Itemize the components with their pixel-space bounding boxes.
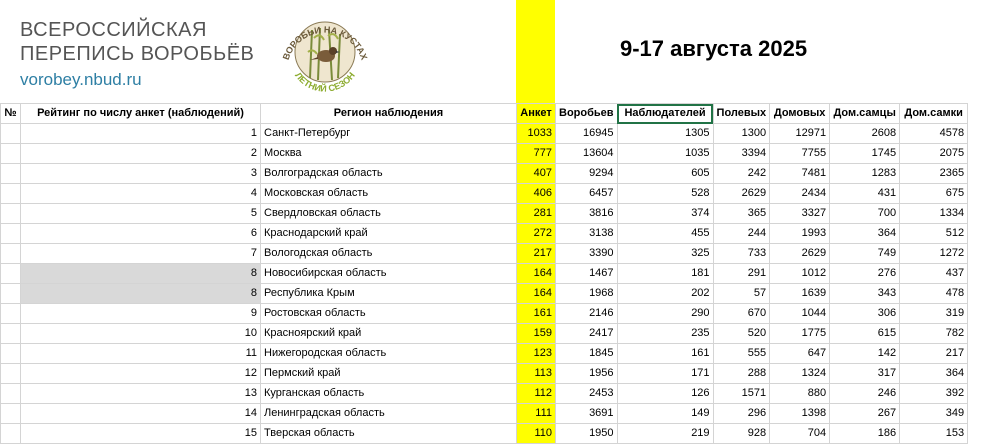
cell-rank[interactable]: 7 xyxy=(21,244,261,264)
cell-rank[interactable]: 8 xyxy=(21,284,261,304)
sheet-header-area xyxy=(0,0,984,103)
cell-house[interactable]: 7755 xyxy=(770,144,830,164)
sparrow-emblem-icon xyxy=(266,0,384,100)
table-row xyxy=(1,384,968,404)
cell-house[interactable]: 1775 xyxy=(770,324,830,344)
cell-region[interactable]: Нижегородская область xyxy=(261,344,517,364)
col-header-males[interactable]: Дом.самцы xyxy=(830,104,900,124)
cell-vorobyev[interactable]: 6457 xyxy=(556,184,618,204)
cell-house[interactable]: 7481 xyxy=(770,164,830,184)
cell-field[interactable]: 3394 xyxy=(713,144,770,164)
col-header-observers[interactable]: Наблюдателей xyxy=(617,104,713,124)
table-row xyxy=(1,164,968,184)
cell-vorobyev[interactable]: 3691 xyxy=(556,404,618,424)
cell-region[interactable]: Волгоградская область xyxy=(261,164,517,184)
cell-number[interactable] xyxy=(1,164,21,184)
cell-vorobyev[interactable]: 3390 xyxy=(556,244,618,264)
cell-anket[interactable]: 159 xyxy=(517,324,556,344)
cell-region[interactable]: Ленинградская область xyxy=(261,404,517,424)
cell-rank[interactable]: 4 xyxy=(21,184,261,204)
cell-vorobyev[interactable]: 2417 xyxy=(556,324,618,344)
cell-females[interactable]: 319 xyxy=(900,304,968,324)
cell-house[interactable]: 1639 xyxy=(770,284,830,304)
cell-observers[interactable]: 528 xyxy=(617,184,713,204)
cell-females[interactable]: 1334 xyxy=(900,204,968,224)
cell-field[interactable]: 365 xyxy=(713,204,770,224)
cell-anket[interactable]: 111 xyxy=(517,404,556,424)
cell-house[interactable]: 1398 xyxy=(770,404,830,424)
cell-region[interactable]: Свердловская область xyxy=(261,204,517,224)
cell-field[interactable]: 520 xyxy=(713,324,770,344)
cell-field[interactable]: 244 xyxy=(713,224,770,244)
cell-males[interactable]: 186 xyxy=(830,424,900,444)
logo-url: vorobey.nbud.ru xyxy=(20,70,142,89)
census-table xyxy=(0,103,968,444)
cell-vorobyev[interactable]: 13604 xyxy=(556,144,618,164)
cell-number[interactable] xyxy=(1,404,21,424)
cell-rank[interactable]: 14 xyxy=(21,404,261,424)
cell-females[interactable]: 349 xyxy=(900,404,968,424)
cell-anket[interactable]: 123 xyxy=(517,344,556,364)
cell-rank[interactable]: 1 xyxy=(21,124,261,144)
cell-males[interactable]: 615 xyxy=(830,324,900,344)
cell-region[interactable]: Курганская область xyxy=(261,384,517,404)
cell-rank[interactable]: 13 xyxy=(21,384,261,404)
cell-observers[interactable]: 149 xyxy=(617,404,713,424)
cell-rank[interactable]: 15 xyxy=(21,424,261,444)
cell-house[interactable]: 880 xyxy=(770,384,830,404)
cell-males[interactable]: 276 xyxy=(830,264,900,284)
cell-females[interactable]: 782 xyxy=(900,324,968,344)
cell-number[interactable] xyxy=(1,344,21,364)
cell-region[interactable]: Пермский край xyxy=(261,364,517,384)
cell-region[interactable]: Новосибирская область xyxy=(261,264,517,284)
cell-field[interactable]: 670 xyxy=(713,304,770,324)
cell-males[interactable]: 700 xyxy=(830,204,900,224)
table-row xyxy=(1,184,968,204)
cell-house[interactable]: 12971 xyxy=(770,124,830,144)
cell-field[interactable]: 57 xyxy=(713,284,770,304)
cell-observers[interactable]: 374 xyxy=(617,204,713,224)
col-header-number[interactable]: № xyxy=(1,104,21,124)
cell-anket[interactable]: 217 xyxy=(517,244,556,264)
col-header-rating[interactable]: Рейтинг по числу анкет (наблюдений) xyxy=(21,104,261,124)
cell-vorobyev[interactable]: 2146 xyxy=(556,304,618,324)
cell-observers[interactable]: 219 xyxy=(617,424,713,444)
cell-anket[interactable]: 272 xyxy=(517,224,556,244)
cell-males[interactable]: 364 xyxy=(830,224,900,244)
cell-number[interactable] xyxy=(1,244,21,264)
cell-males[interactable]: 267 xyxy=(830,404,900,424)
table-row xyxy=(1,364,968,384)
cell-males[interactable]: 317 xyxy=(830,364,900,384)
table-row xyxy=(1,224,968,244)
cell-males[interactable]: 431 xyxy=(830,184,900,204)
cell-field[interactable]: 288 xyxy=(713,364,770,384)
cell-males[interactable]: 142 xyxy=(830,344,900,364)
cell-vorobyev[interactable]: 1467 xyxy=(556,264,618,284)
cell-house[interactable]: 704 xyxy=(770,424,830,444)
cell-females[interactable]: 437 xyxy=(900,264,968,284)
cell-house[interactable]: 3327 xyxy=(770,204,830,224)
cell-males[interactable]: 2608 xyxy=(830,124,900,144)
cell-observers[interactable]: 126 xyxy=(617,384,713,404)
cell-rank[interactable]: 9 xyxy=(21,304,261,324)
cell-females[interactable]: 392 xyxy=(900,384,968,404)
col-header-field[interactable]: Полевых xyxy=(713,104,770,124)
cell-vorobyev[interactable]: 2453 xyxy=(556,384,618,404)
census-logo-text xyxy=(20,18,260,92)
cell-region[interactable]: Ростовская область xyxy=(261,304,517,324)
cell-observers[interactable]: 235 xyxy=(617,324,713,344)
cell-house[interactable]: 2629 xyxy=(770,244,830,264)
cell-field[interactable]: 555 xyxy=(713,344,770,364)
cell-region[interactable]: Санкт-Петербург xyxy=(261,124,517,144)
cell-house[interactable]: 1993 xyxy=(770,224,830,244)
cell-females[interactable]: 364 xyxy=(900,364,968,384)
cell-rank[interactable]: 2 xyxy=(21,144,261,164)
cell-rank[interactable]: 5 xyxy=(21,204,261,224)
cell-house[interactable]: 2434 xyxy=(770,184,830,204)
cell-observers[interactable]: 1035 xyxy=(617,144,713,164)
col-header-anket[interactable]: Анкет xyxy=(517,104,556,124)
cell-region[interactable]: Москва xyxy=(261,144,517,164)
cell-females[interactable]: 512 xyxy=(900,224,968,244)
cell-house[interactable]: 1044 xyxy=(770,304,830,324)
cell-rank[interactable]: 3 xyxy=(21,164,261,184)
emblem-top-text: ВОРОБЬИ НА КУСТАХ xyxy=(280,24,370,62)
cell-anket[interactable]: 112 xyxy=(517,384,556,404)
cell-observers[interactable]: 181 xyxy=(617,264,713,284)
logo-line-2: ПЕРЕПИСЬ ВОРОБЬЁВ xyxy=(20,43,255,65)
cell-vorobyev[interactable]: 3138 xyxy=(556,224,618,244)
cell-anket[interactable]: 113 xyxy=(517,364,556,384)
emblem-bottom-text: ЛЕТНИЙ СЕЗОН xyxy=(293,70,357,94)
cell-vorobyev[interactable]: 16945 xyxy=(556,124,618,144)
cell-region[interactable]: Вологодская область xyxy=(261,244,517,264)
cell-observers[interactable]: 202 xyxy=(617,284,713,304)
col-header-region[interactable]: Регион наблюдения xyxy=(261,104,517,124)
cell-observers[interactable]: 605 xyxy=(617,164,713,184)
cell-field[interactable]: 733 xyxy=(713,244,770,264)
cell-anket[interactable]: 406 xyxy=(517,184,556,204)
cell-rank[interactable]: 6 xyxy=(21,224,261,244)
cell-vorobyev[interactable]: 1968 xyxy=(556,284,618,304)
cell-females[interactable]: 478 xyxy=(900,284,968,304)
col-header-females[interactable]: Дом.самки xyxy=(900,104,968,124)
cell-females[interactable]: 153 xyxy=(900,424,968,444)
cell-number[interactable] xyxy=(1,184,21,204)
cell-females[interactable]: 2075 xyxy=(900,144,968,164)
cell-field[interactable]: 1300 xyxy=(713,124,770,144)
cell-males[interactable]: 306 xyxy=(830,304,900,324)
cell-field[interactable]: 2629 xyxy=(713,184,770,204)
cell-field[interactable]: 242 xyxy=(713,164,770,184)
cell-field[interactable]: 1571 xyxy=(713,384,770,404)
cell-number[interactable] xyxy=(1,144,21,164)
cell-anket[interactable]: 1033 xyxy=(517,124,556,144)
cell-number[interactable] xyxy=(1,224,21,244)
cell-vorobyev[interactable]: 3816 xyxy=(556,204,618,224)
date-title: 9-17 августа 2025 xyxy=(620,36,808,61)
cell-vorobyev[interactable]: 1950 xyxy=(556,424,618,444)
table-row xyxy=(1,124,968,144)
cell-number[interactable] xyxy=(1,284,21,304)
cell-number[interactable] xyxy=(1,384,21,404)
cell-region[interactable]: Республика Крым xyxy=(261,284,517,304)
cell-observers[interactable]: 171 xyxy=(617,364,713,384)
table-row xyxy=(1,284,968,304)
cell-field[interactable]: 928 xyxy=(713,424,770,444)
table-row xyxy=(1,244,968,264)
table-row xyxy=(1,304,968,324)
cell-house[interactable]: 1012 xyxy=(770,264,830,284)
cell-rank[interactable]: 11 xyxy=(21,344,261,364)
col-header-vorobyev[interactable]: Воробьев xyxy=(556,104,618,124)
cell-males[interactable]: 1283 xyxy=(830,164,900,184)
cell-number[interactable] xyxy=(1,364,21,384)
cell-field[interactable]: 296 xyxy=(713,404,770,424)
cell-observers[interactable]: 1305 xyxy=(617,124,713,144)
cell-females[interactable]: 4578 xyxy=(900,124,968,144)
cell-anket[interactable]: 161 xyxy=(517,304,556,324)
cell-rank[interactable]: 10 xyxy=(21,324,261,344)
cell-number[interactable] xyxy=(1,304,21,324)
cell-region[interactable]: Тверская область xyxy=(261,424,517,444)
cell-females[interactable]: 1272 xyxy=(900,244,968,264)
cell-anket[interactable]: 777 xyxy=(517,144,556,164)
table-row xyxy=(1,324,968,344)
cell-females[interactable]: 675 xyxy=(900,184,968,204)
cell-females[interactable]: 217 xyxy=(900,344,968,364)
cell-males[interactable]: 1745 xyxy=(830,144,900,164)
cell-rank[interactable]: 12 xyxy=(21,364,261,384)
table-row xyxy=(1,404,968,424)
table-row xyxy=(1,144,968,164)
cell-anket[interactable]: 164 xyxy=(517,264,556,284)
col-header-house[interactable]: Домовых xyxy=(770,104,830,124)
cell-region[interactable]: Краснодарский край xyxy=(261,224,517,244)
cell-anket[interactable]: 164 xyxy=(517,284,556,304)
cell-anket[interactable]: 407 xyxy=(517,164,556,184)
cell-anket[interactable]: 110 xyxy=(517,424,556,444)
cell-observers[interactable]: 455 xyxy=(617,224,713,244)
cell-females[interactable]: 2365 xyxy=(900,164,968,184)
cell-number[interactable] xyxy=(1,204,21,224)
table-row xyxy=(1,264,968,284)
cell-observers[interactable]: 161 xyxy=(617,344,713,364)
logo-line-1: ВСЕРОССИЙСКАЯ xyxy=(20,19,207,41)
cell-region[interactable]: Московская область xyxy=(261,184,517,204)
table-row xyxy=(1,344,968,364)
cell-house[interactable]: 1324 xyxy=(770,364,830,384)
cell-number[interactable] xyxy=(1,264,21,284)
cell-number[interactable] xyxy=(1,324,21,344)
header-row xyxy=(1,104,968,124)
cell-males[interactable]: 246 xyxy=(830,384,900,404)
cell-region[interactable]: Красноярский край xyxy=(261,324,517,344)
table-row xyxy=(1,204,968,224)
cell-observers[interactable]: 290 xyxy=(617,304,713,324)
cell-anket[interactable]: 281 xyxy=(517,204,556,224)
cell-house[interactable]: 647 xyxy=(770,344,830,364)
cell-vorobyev[interactable]: 1956 xyxy=(556,364,618,384)
cell-field[interactable]: 291 xyxy=(713,264,770,284)
cell-number[interactable] xyxy=(1,124,21,144)
cell-males[interactable]: 749 xyxy=(830,244,900,264)
cell-males[interactable]: 343 xyxy=(830,284,900,304)
cell-rank[interactable]: 8 xyxy=(21,264,261,284)
cell-vorobyev[interactable]: 1845 xyxy=(556,344,618,364)
cell-vorobyev[interactable]: 9294 xyxy=(556,164,618,184)
cell-observers[interactable]: 325 xyxy=(617,244,713,264)
